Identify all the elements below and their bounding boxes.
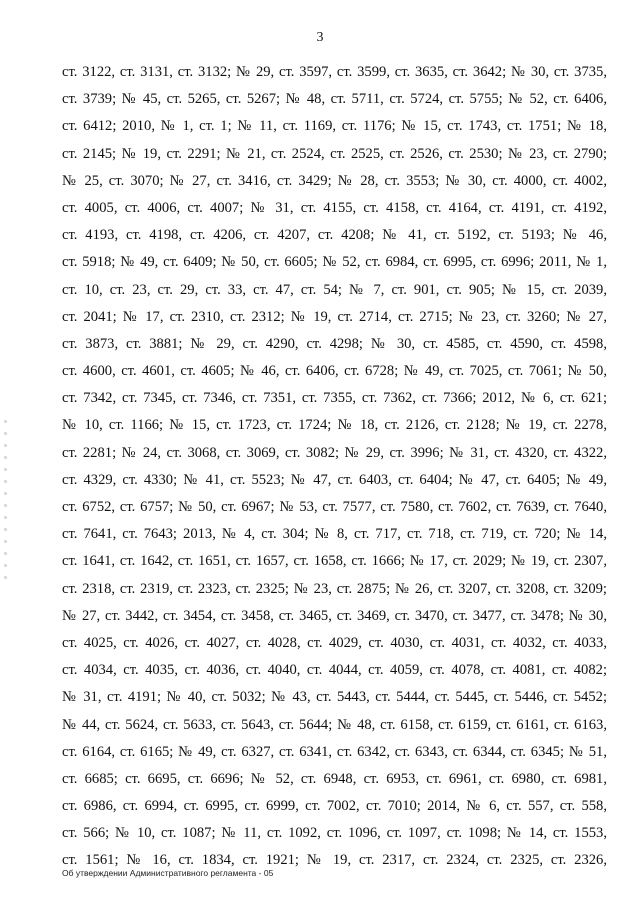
- text-line: № 25, ст. 3070; № 27, ст. 3416, ст. 3429; № 28, ст. 3553; № 30, ст. 4000, ст. 4002,: [62, 172, 607, 189]
- text-line: № 27, ст. 3442, ст. 3454, ст. 3458, ст. 3465, ст. 3469, ст. 3470, ст. 3477, ст. 3478; № 30,: [62, 607, 607, 624]
- text-line: № 44, ст. 5624, ст. 5633, ст. 5643, ст. 5644; № 48, ст. 6158, ст. 6159, ст. 6161, ст. 6163,: [62, 716, 607, 733]
- text-line: ст. 6685; ст. 6695, ст. 6696; № 52, ст. 6948, ст. 6953, ст. 6961, ст. 6980, ст. 6981,: [62, 770, 607, 787]
- text-line: ст. 7641, ст. 7643; 2013, № 4, ст. 304; № 8, ст. 717, ст. 718, ст. 719, ст. 720; № 14,: [62, 526, 607, 543]
- text-line: ст. 566; № 10, ст. 1087; № 11, ст. 1092, ст. 1096, ст. 1097, ст. 1098; № 14, ст. 1553,: [62, 825, 607, 842]
- text-line: ст. 2145; № 19, ст. 2291; № 21, ст. 2524, ст. 2525, ст. 2526, ст. 2530; № 23, ст. 2790;: [62, 145, 607, 162]
- text-line: ст. 3873, ст. 3881; № 29, ст. 4290, ст. 4298; № 30, ст. 4585, ст. 4590, ст. 4598,: [62, 335, 607, 352]
- text-line: ст. 3122, ст. 3131, ст. 3132; № 29, ст. 3597, ст. 3599, ст. 3635, ст. 3642; № 30, ст. 3735,: [62, 64, 607, 80]
- document-footer: Об утверждении Административного регламента - 05: [62, 868, 274, 878]
- text-line: ст. 10, ст. 23, ст. 29, ст. 33, ст. 47, ст. 54; № 7, ст. 901, ст. 905; № 15, ст. 2039,: [62, 281, 607, 298]
- text-line: ст. 2281; № 24, ст. 3068, ст. 3069, ст. 3082; № 29, ст. 3996; № 31, ст. 4320, ст. 4322,: [62, 444, 607, 461]
- text-line: ст. 5918; № 49, ст. 6409; № 50, ст. 6605; № 52, ст. 6984, ст. 6995, ст. 6996; 2011, № 1,: [62, 254, 607, 271]
- page-number: 3: [316, 30, 324, 45]
- text-line: ст. 4193, ст. 4198, ст. 4206, ст. 4207, ст. 4208; № 41, ст. 5192, ст. 5193; № 46,: [62, 227, 607, 244]
- text-line: ст. 4025, ст. 4026, ст. 4027, ст. 4028, ст. 4029, ст. 4030, ст. 4031, ст. 4032, ст. 4033,: [62, 634, 607, 651]
- text-line: ст. 6752, ст. 6757; № 50, ст. 6967; № 53, ст. 7577, ст. 7580, ст. 7602, ст. 7639, ст. 7640,: [62, 499, 607, 515]
- margin-scan-marks: [4, 420, 12, 610]
- text-line: ст. 1641, ст. 1642, ст. 1651, ст. 1657, ст. 1658, ст. 1666; № 17, ст. 2029; № 19, ст. 2307,: [62, 553, 607, 570]
- text-line: ст. 4034, ст. 4035, ст. 4036, ст. 4040, ст. 4044, ст. 4059, ст. 4078, ст. 4081, ст. 4082;: [62, 662, 607, 679]
- text-line: ст. 6164, ст. 6165; № 49, ст. 6327, ст. 6341, ст. 6342, ст. 6343, ст. 6344, ст. 6345; № 51,: [62, 743, 607, 760]
- text-line: ст. 2318, ст. 2319, ст. 2323, ст. 2325; № 23, ст. 2875; № 26, ст. 3207, ст. 3208, ст. 3209;: [62, 580, 607, 597]
- text-line: ст. 6986, ст. 6994, ст. 6995, ст. 6999, ст. 7002, ст. 7010; 2014, № 6, ст. 557, ст. 558,: [62, 798, 607, 815]
- text-line: ст. 4005, ст. 4006, ст. 4007; № 31, ст. 4155, ст. 4158, ст. 4164, ст. 4191, ст. 4192,: [62, 199, 607, 216]
- text-line: ст. 4329, ст. 4330; № 41, ст. 5523; № 47, ст. 6403, ст. 6404; № 47, ст. 6405; № 49,: [62, 471, 607, 488]
- text-line: ст. 3739; № 45, ст. 5265, ст. 5267; № 48, ст. 5711, ст. 5724, ст. 5755; № 52, ст. 6406,: [62, 91, 607, 108]
- text-line: № 31, ст. 4191; № 40, ст. 5032; № 43, ст. 5443, ст. 5444, ст. 5445, ст. 5446, ст. 5452;: [62, 689, 607, 706]
- text-line: ст. 2041; № 17, ст. 2310, ст. 2312; № 19, ст. 2714, ст. 2715; № 23, ст. 3260; № 27,: [62, 308, 607, 325]
- text-line: ст. 7342, ст. 7345, ст. 7346, ст. 7351, ст. 7355, ст. 7362, ст. 7366; 2012, № 6, ст. 621;: [62, 390, 607, 407]
- text-line: ст. 1561; № 16, ст. 1834, ст. 1921; № 19, ст. 2317, ст. 2324, ст. 2325, ст. 2326,: [62, 852, 607, 869]
- text-line: № 10, ст. 1166; № 15, ст. 1723, ст. 1724; № 18, ст. 2126, ст. 2128; № 19, ст. 2278,: [62, 417, 607, 434]
- text-line: ст. 6412; 2010, № 1, ст. 1; № 11, ст. 1169, ст. 1176; № 15, ст. 1743, ст. 1751; № 18,: [62, 118, 607, 135]
- document-body: [62, 62, 607, 878]
- text-line: ст. 4600, ст. 4601, ст. 4605; № 46, ст. 6406, ст. 6728; № 49, ст. 7025, ст. 7061; № 50,: [62, 363, 607, 380]
